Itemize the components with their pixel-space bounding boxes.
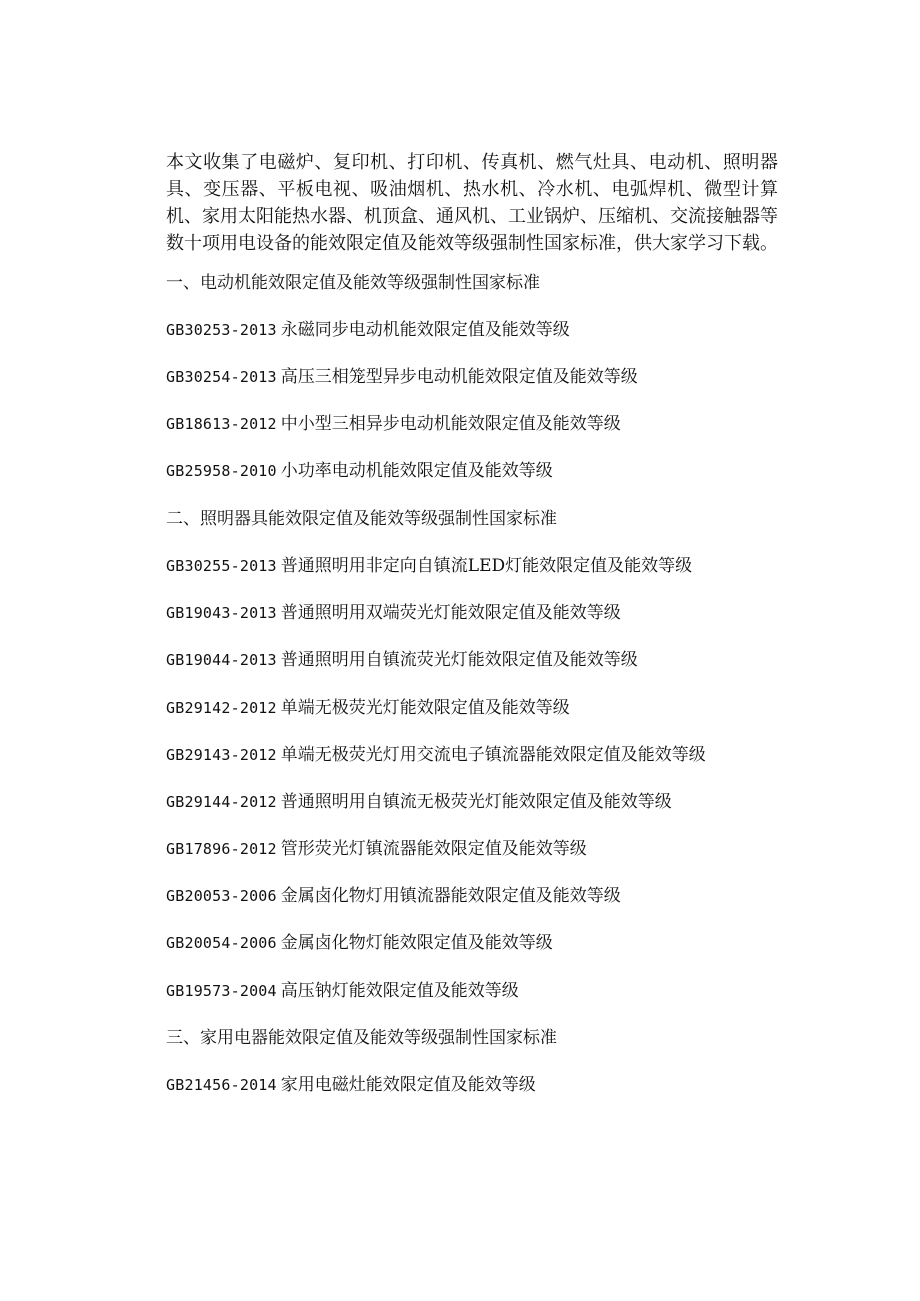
standard-item: [166, 649, 638, 671]
standard-name: 管形荧光灯镇流器能效限定值及能效等级: [280, 839, 587, 859]
standard-code: GB30254-2013: [166, 368, 277, 386]
intro-paragraph: 本文收集了电磁炉、复印机、打印机、传真机、燃气灶具、电动机、照明器具、变压器、平板电视、吸油烟机、热水机、冷水机、电弧焊机、微型计算机、家用太阳能热水器、机顶盒、通风机、工业锅炉、压缩机、交流接触器等数十项用电设备的能效限定值及能效等级强制性国家标准，供大家学习下载。: [166, 152, 778, 254]
section-heading-appliances: 三、家用电器能效限定值及能效等级强制性国家标准: [166, 1028, 557, 1048]
standard-item: [166, 602, 621, 624]
standard-item: [166, 697, 570, 719]
standard-name: 家用电磁灶能效限定值及能效等级: [280, 1075, 536, 1095]
standard-name: 小功率电动机能效限定值及能效等级: [280, 461, 553, 481]
standard-code: GB18613-2012: [166, 415, 277, 433]
standard-name: 永磁同步电动机能效限定值及能效等级: [280, 320, 570, 340]
section-heading-lighting: 二、照明器具能效限定值及能效等级强制性国家标准: [166, 509, 557, 529]
standard-name: 中小型三相异步电动机能效限定值及能效等级: [280, 414, 621, 434]
standard-name: 普通照明用自镇流无极荧光灯能效限定值及能效等级: [280, 792, 672, 812]
standard-item: [166, 885, 621, 907]
standard-name: 单端无极荧光灯能效限定值及能效等级: [280, 698, 570, 718]
standard-code: GB29144-2012: [166, 793, 277, 811]
standard-code: GB21456-2014: [166, 1076, 277, 1094]
standard-item: [166, 838, 587, 860]
standard-name: 普通照明用双端荧光灯能效限定值及能效等级: [280, 603, 621, 623]
standard-item: [166, 744, 706, 766]
standard-code: GB19043-2013: [166, 604, 277, 622]
standard-name: 普通照明用非定向自镇流LED灯能效限定值及能效等级: [280, 556, 693, 576]
standard-code: GB25958-2010: [166, 462, 277, 480]
standard-name: 普通照明用自镇流荧光灯能效限定值及能效等级: [280, 650, 638, 670]
standard-item: [166, 366, 638, 388]
standard-item: [166, 980, 519, 1002]
standard-code: GB20053-2006: [166, 887, 277, 905]
standard-item: [166, 319, 570, 341]
standard-item: [166, 555, 692, 577]
standard-code: GB20054-2006: [166, 934, 277, 952]
standard-name: 高压三相笼型异步电动机能效限定值及能效等级: [280, 367, 638, 387]
standard-name: 金属卤化物灯用镇流器能效限定值及能效等级: [280, 886, 621, 906]
standard-name: 金属卤化物灯能效限定值及能效等级: [280, 933, 553, 953]
standard-name: 高压钠灯能效限定值及能效等级: [280, 981, 519, 1001]
standard-item: [166, 791, 672, 813]
standard-item: [166, 932, 553, 954]
standard-code: GB29142-2012: [166, 699, 277, 717]
standard-item: [166, 1074, 536, 1096]
standard-code: GB29143-2012: [166, 746, 277, 764]
standard-code: GB19044-2013: [166, 651, 277, 669]
standard-item: [166, 413, 621, 435]
standard-name: 单端无极荧光灯用交流电子镇流器能效限定值及能效等级: [280, 745, 706, 765]
standard-code: GB19573-2004: [166, 982, 277, 1000]
standard-item: [166, 460, 553, 482]
standard-code: GB17896-2012: [166, 840, 277, 858]
standard-code: GB30255-2013: [166, 557, 277, 575]
section-heading-motors: 一、电动机能效限定值及能效等级强制性国家标准: [166, 273, 540, 293]
standard-code: GB30253-2013: [166, 321, 277, 339]
